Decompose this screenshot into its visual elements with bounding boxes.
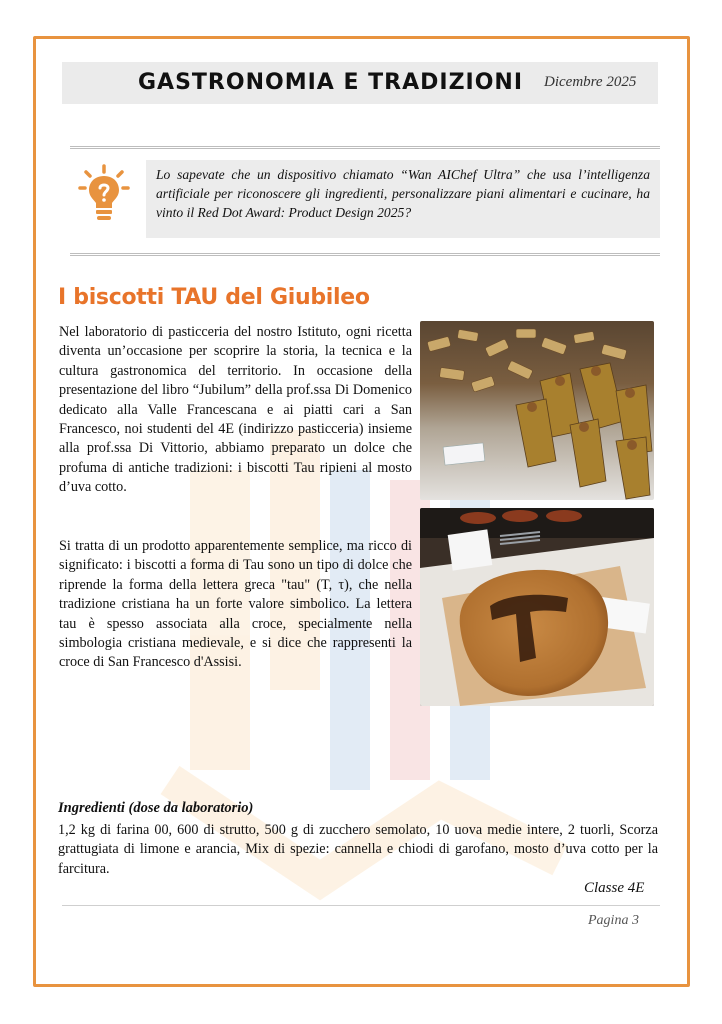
- tau-biscuit-photo: [420, 508, 654, 706]
- newsletter-title: GASTRONOMIA E TRADIZIONI: [138, 70, 524, 95]
- ingredients-title: Ingredienti (dose da laboratorio): [58, 800, 254, 816]
- divider-bottom: [70, 253, 660, 256]
- author-signature: Classe 4E: [584, 880, 645, 896]
- fact-text: Lo sapevate che un dispositivo chiamato “Wan AIChef Ultra” che usa l’intelligenza artificiale per riconoscere gli ingredienti, personalizzare piani alimentari e cucinare, ha vinto il Red Dot Award: Product Design 2025?: [156, 167, 650, 220]
- divider-top: [70, 146, 660, 149]
- footer-divider: [62, 905, 660, 906]
- ingredients-text: 1,2 kg di farina 00, 600 di strutto, 500 g di zucchero semolato, 10 uova medie intere, 2 tuorli, Scorza grattugiata di limone e arancia, Mix di spezie: cannella e chiodi di garofano, mosto d’uva cotto per la farcitura.: [58, 822, 658, 877]
- lightbulb-icon: [78, 164, 130, 224]
- issue-date: Dicembre 2025: [544, 74, 637, 90]
- article-title: I biscotti TAU del Giubileo: [58, 285, 370, 310]
- article-paragraph-1: Nel laboratorio di pasticceria del nostro Istituto, ogni ricetta diventa un’occasione per scoprire la storia, la tecnica e la cultura gastronomica del territorio. In occasione della presentazione del libro “Jubilum” della prof.ssa Di Domenico dedicato alla Valle Francescana e ai piatti cari a San Francesco, noi studenti del 4E (indirizzo pasticceria) insieme alla prof.ssa Di Vittorio, abbiamo preparato un dolce che profuma di antiche tradizioni: i biscotti Tau ripieni al mosto d’uva cotto.: [59, 324, 412, 496]
- page-number: Pagina 3: [588, 913, 639, 928]
- biscuits-packages-photo: [420, 321, 654, 500]
- article-paragraph-2: Si tratta di un prodotto apparentemente semplice, ma ricco di significato: i biscotti a forma di Tau sono un tipo di dolce che riprende la forma della lettera greca "tau" (Τ, τ), che nella tradizione cristiana ha un forte valore simbolico. La lettera tau è spesso associata alla croce, specialmente nella simbologia cristiana medievale, e si dice che rappresenti la croce di San Francesco d'Assisi.: [59, 538, 412, 671]
